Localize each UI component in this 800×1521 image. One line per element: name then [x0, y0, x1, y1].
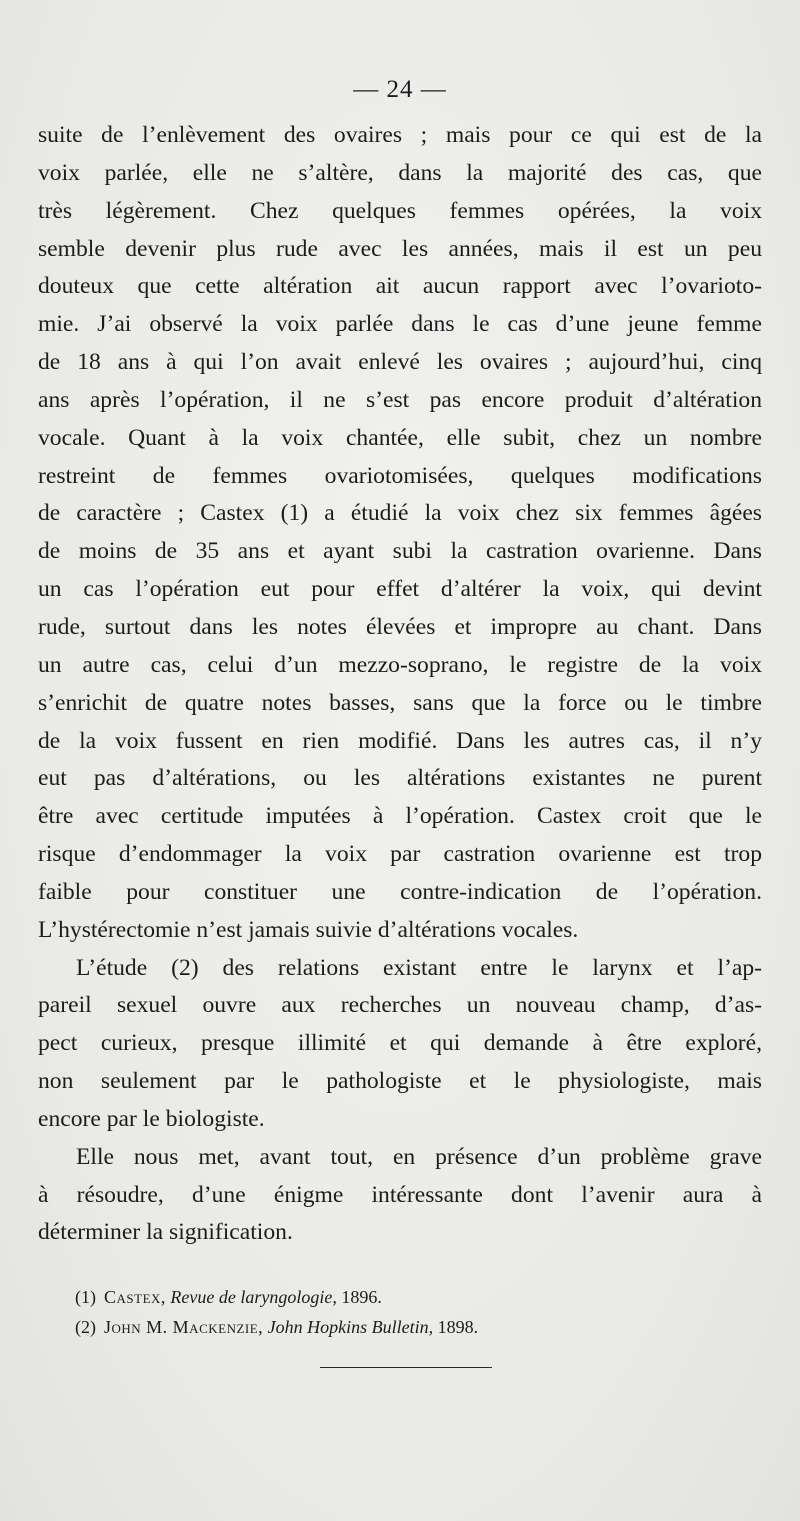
footnote-author: John M. Mackenzie, [104, 1317, 264, 1337]
footnote [75, 1312, 675, 1342]
text-line: non seulement par le pathologiste et le physiologiste, mais [38, 1068, 762, 1095]
footnote-title: Revue de laryngologie, [170, 1287, 337, 1307]
text-line: de la voix fussent en rien modifié. Dans les autres cas, il n’y [38, 727, 762, 754]
text-line: suite de l’enlèvement des ovaires ; mais pour ce qui est de la [38, 122, 762, 148]
text-line: très légèrement. Chez quelques femmes opérées, la voix [38, 197, 762, 224]
footnotes [75, 1282, 675, 1342]
text-line: faible pour constituer une contre-indication de l’opération. [38, 878, 762, 905]
text-line: ans après l’opération, il ne s’est pas encore produit d’altération [38, 386, 762, 413]
text-line: de moins de 35 ans et ayant subi la castration ovarienne. Dans [38, 538, 762, 565]
text-line: à résoudre, d’une énigme intéressante dont l’avenir aura à [38, 1181, 762, 1208]
text-line: douteux que cette altération ait aucun rapport avec l’ovarioto- [38, 273, 762, 300]
footnote-author: Castex, [104, 1287, 166, 1307]
footnote [75, 1282, 675, 1312]
text-line: de caractère ; Castex (1) a étudié la voix chez six femmes âgées [38, 500, 762, 527]
text-line: de 18 ans à qui l’on avait enlevé les ovaires ; aujourd’hui, cinq [38, 349, 762, 376]
text-line: pareil sexuel ouvre aux recherches un nouveau champ, d’as- [38, 992, 762, 1019]
text-line: encore par le biologiste. [38, 1105, 265, 1132]
text-line: semble devenir plus rude avec les années, mais il est un peu [38, 235, 762, 262]
text-line: pect curieux, presque illimité et qui demande à être exploré, [38, 1030, 762, 1057]
paragraph [38, 1139, 762, 1253]
paragraph [38, 117, 762, 950]
text-line: risque d’endommager la voix par castration ovarienne est trop [38, 841, 762, 868]
text-line: déterminer la signification. [38, 1219, 293, 1246]
text-line: eut pas d’altérations, ou les altérations existantes ne purent [38, 765, 762, 792]
text-line: restreint de femmes ovariotomisées, quelques modifications [38, 462, 762, 489]
text-line: Elle nous met, avant tout, en présence d’un problème grave [76, 1143, 762, 1170]
text-line: L’étude (2) des relations existant entre le larynx et l’ap- [76, 954, 762, 981]
footnote-number: (2) [75, 1317, 96, 1337]
footnote-year: 1896. [341, 1287, 382, 1307]
footnote-year: 1898. [437, 1317, 479, 1337]
text-line: un autre cas, celui d’un mezzo-soprano, le registre de la voix [38, 651, 762, 678]
footnote-title: John Hopkins Bulletin, [267, 1317, 434, 1337]
page-number: — 24 — [353, 76, 447, 103]
text-line: être avec certitude imputées à l’opération. Castex croit que le [38, 803, 762, 830]
end-rule [320, 1367, 492, 1368]
text-line: L’hystérectomie n’est jamais suivie d’altérations vocales. [38, 916, 579, 943]
text-line: vocale. Quant à la voix chantée, elle subit, chez un nombre [38, 424, 762, 451]
text-line: mie. J’ai observé la voix parlée dans le cas d’une jeune femme [38, 311, 762, 338]
footnote-number: (1) [75, 1287, 96, 1307]
text-line: un cas l’opération eut pour effet d’altérer la voix, qui devint [38, 576, 762, 603]
text-line: s’enrichit de quatre notes basses, sans que la force ou le timbre [38, 689, 762, 716]
body-text [38, 117, 762, 1252]
paragraph [38, 950, 762, 1139]
text-line: voix parlée, elle ne s’altère, dans la majorité des cas, que [38, 159, 762, 186]
text-line: rude, surtout dans les notes élevées et impropre au chant. Dans [38, 613, 762, 640]
